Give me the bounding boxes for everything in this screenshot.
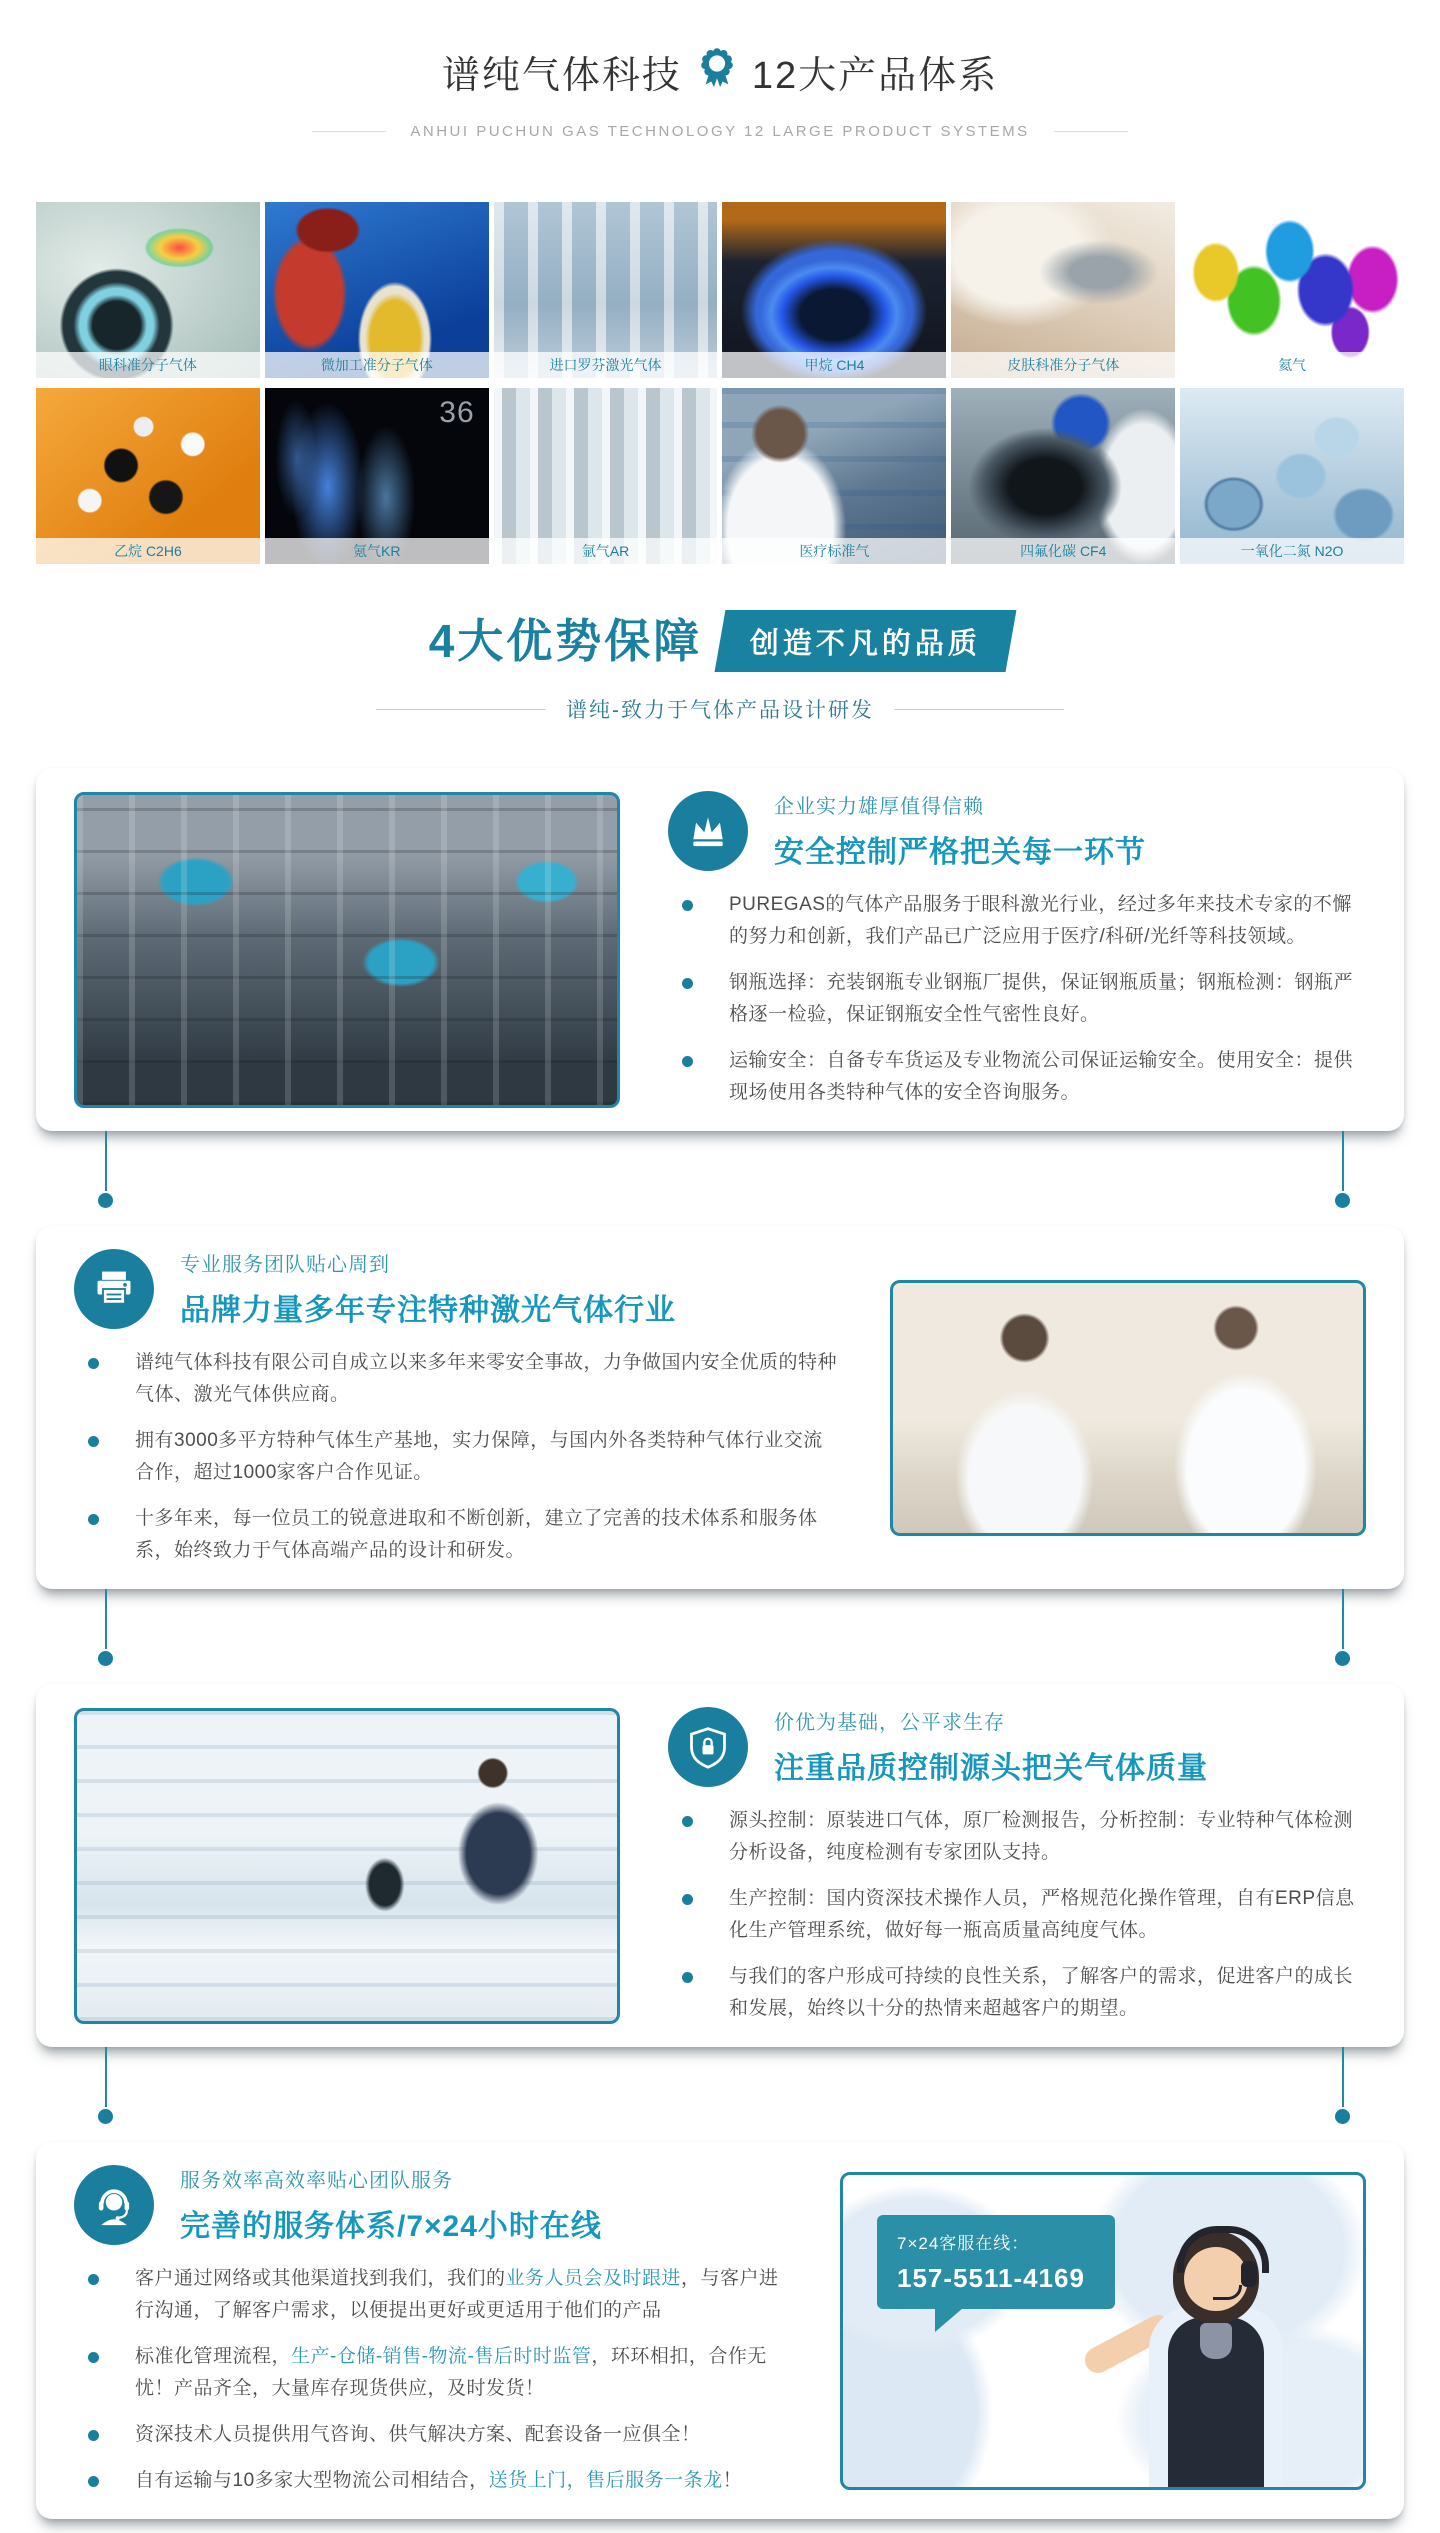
- tile-label: 氩气AR: [494, 538, 718, 564]
- product-tile-ethane[interactable]: [36, 388, 260, 564]
- bullet-dot: [88, 2274, 99, 2285]
- product-tile-micromachining-excimer[interactable]: [265, 202, 489, 378]
- bullet-dot: [682, 1972, 693, 1983]
- bullet-dot: [88, 2352, 99, 2363]
- product-tile-argon[interactable]: [494, 388, 718, 564]
- agent-tie: [1200, 2323, 1232, 2359]
- bullet-item: [682, 1805, 1366, 1869]
- bullet-text-part: 运输安全：自备专车货运及专业物流公司保证运输安全。使用安全：提供现场使用各类特种气体的安全咨询服务。: [729, 1050, 1354, 1103]
- tile-label: 医疗标准气: [722, 538, 946, 564]
- headset-icon: [74, 2165, 154, 2245]
- bullet-text-part: 与我们的客户形成可持续的良性关系，了解客户的需求，促进客户的成长和发展，始终以十分的热情来超越客户的期望。: [729, 1966, 1354, 2019]
- card-big-title: 注重品质控制源头把关气体质量: [774, 1752, 1208, 1785]
- bullet-item: [88, 1425, 842, 1489]
- bullet-list: [668, 889, 1366, 1109]
- card-photo-customer-service: [840, 2172, 1366, 2490]
- tile-label: 一氧化二氮 N2O: [1180, 538, 1404, 564]
- connector-line: [1342, 2047, 1344, 2107]
- bullet-text: [729, 1961, 1366, 2025]
- advantage-card-quality: [36, 1684, 1404, 2047]
- bullet-text: [729, 1805, 1366, 1869]
- bullet-dot: [682, 1816, 693, 1827]
- card-small-title: 企业实力雄厚值得信赖: [774, 796, 984, 818]
- bullet-dot: [88, 1514, 99, 1525]
- bullet-text: [135, 1347, 842, 1411]
- card-connector: [36, 1131, 1404, 1226]
- bullet-text-part: 十多年来，每一位员工的锐意进取和不断创新，建立了完善的技术体系和服务体系，始终致力于气体高端产品的设计和研发。: [135, 1508, 818, 1561]
- bullet-dot: [682, 978, 693, 989]
- connector-right: [1335, 1589, 1350, 1666]
- bullet-text-part: 钢瓶选择：充装钢瓶专业钢瓶厂提供，保证钢瓶质量；钢瓶检测：钢瓶严格逐一检验，保证钢瓶安全性气密性良好。: [729, 972, 1354, 1025]
- card-head: [74, 1248, 842, 1329]
- card-photo-lab-scientists: [890, 1280, 1366, 1536]
- inline-link[interactable]: 送货上门，售后服务一条龙: [488, 2470, 723, 2491]
- bullet-text: [135, 2465, 742, 2497]
- bullet-text-part: 标准化管理流程，: [135, 2346, 292, 2367]
- bullet-text: [135, 2263, 792, 2327]
- bullet-item: [88, 1347, 842, 1411]
- connector-dot: [98, 2109, 113, 2124]
- tile-label: 氪气KR: [265, 538, 489, 564]
- connector-dot: [1335, 1193, 1350, 1208]
- bubble-phone-number: 157-5511-4169: [897, 2262, 1085, 2293]
- card-content: [668, 790, 1366, 1109]
- card-titles: [774, 790, 1146, 871]
- service-bubble: [877, 2215, 1115, 2309]
- bullet-text-part: 自有运输与10多家大型物流公司相结合，: [135, 2470, 489, 2491]
- bullet-text: [135, 2341, 792, 2405]
- tile-photo-text: 36: [439, 396, 475, 429]
- tagline-right-rule: [894, 709, 1064, 710]
- page-title-right: 12大产品体系: [751, 55, 999, 97]
- card-big-title: 完善的服务体系/7×24小时在线: [180, 2210, 602, 2243]
- bullet-list: [668, 1805, 1366, 2025]
- product-tile-cf4[interactable]: [951, 388, 1175, 564]
- bullet-text-part: ，环环相扣，合作无忧！产品齐全，大量库存现货供应，及时发货！: [135, 2346, 767, 2399]
- product-tile-rofin-laser-gas[interactable]: [494, 202, 718, 378]
- connector-right: [1335, 1131, 1350, 1208]
- bullet-text: [135, 1503, 842, 1567]
- bullet-text-part: 源头控制：原装进口气体，原厂检测报告，分析控制：专业特种气体检测分析设备，纯度检测有专家团队支持。: [729, 1810, 1354, 1863]
- advantage-card-team: [36, 1226, 1404, 1589]
- bullet-text: [135, 2419, 701, 2451]
- card-content: [74, 1248, 842, 1567]
- tile-label: 氦气: [1180, 352, 1404, 378]
- page-header: [0, 0, 1440, 140]
- bullet-text: [729, 967, 1366, 1031]
- card-head: [668, 790, 1366, 871]
- subtitle-text: ANHUI PUCHUN GAS TECHNOLOGY 12 LARGE PRODUCT SYSTEMS: [410, 123, 1030, 140]
- connector-line: [1342, 1131, 1344, 1191]
- tile-label: 四氟化碳 CF4: [951, 538, 1175, 564]
- tile-label: 眼科准分子气体: [36, 352, 260, 378]
- bullet-text-part: ，与客户进行沟通，了解客户需求，以便提出更好或更适用于他们的产品: [135, 2268, 779, 2321]
- connector-dot: [98, 1193, 113, 1208]
- card-small-title: 价优为基础，公平求生存: [774, 1712, 1005, 1734]
- page-title: [0, 44, 1440, 99]
- bullet-dot: [88, 2430, 99, 2441]
- crown-icon: [668, 791, 748, 871]
- bullet-item: [682, 1883, 1366, 1947]
- bubble-title: 7×24客服在线：: [897, 2233, 1030, 2253]
- product-tile-dermatology-excimer[interactable]: [951, 202, 1175, 378]
- connector-dot: [1335, 1651, 1350, 1666]
- card-connector: [36, 2047, 1404, 2142]
- connector-dot: [1335, 2109, 1350, 2124]
- card-connector: [36, 1589, 1404, 1684]
- product-tile-krypton[interactable]: [265, 388, 489, 564]
- card-photo-valve-equipment: [74, 792, 620, 1108]
- product-grid: [36, 202, 1404, 564]
- connector-left: [98, 1589, 113, 1666]
- tagline-text: 谱纯-致力于气体产品设计研发: [566, 699, 874, 722]
- bullet-text: [729, 1883, 1366, 1947]
- connector-dot: [98, 1651, 113, 1666]
- connector-line: [105, 2047, 107, 2107]
- section-heading: [0, 610, 1440, 724]
- bullet-dot: [682, 1894, 693, 1905]
- card-content: [668, 1706, 1366, 2025]
- bullet-dot: [88, 1358, 99, 1369]
- connector-line: [105, 1131, 107, 1191]
- bullet-item: [88, 1503, 842, 1567]
- service-agent-illustration: [1121, 2231, 1311, 2487]
- section-title: 4大优势保障: [428, 615, 703, 667]
- inline-link[interactable]: 生产-仓储-销售-物流-售后时时监管: [291, 2346, 592, 2367]
- bullet-text-part: 生产控制：国内资深技术操作人员，严格规范化操作管理，自有ERP信息化生产管理系统，做好每一瓶高质量高纯度气体。: [729, 1888, 1355, 1941]
- agent-headset-earcup: [1241, 2261, 1257, 2287]
- bullet-item: [682, 1961, 1366, 2025]
- card-head: [74, 2164, 792, 2245]
- card-titles: [180, 1248, 676, 1329]
- card-big-title: 品牌力量多年专注特种激光气体行业: [180, 1294, 676, 1327]
- award-badge-icon: [696, 46, 738, 98]
- tile-label: 乙烷 C2H6: [36, 538, 260, 564]
- section-badge-label: 创造不凡的品质: [750, 627, 982, 660]
- bullet-text: [135, 1425, 842, 1489]
- connector-line: [1342, 1589, 1344, 1649]
- bullet-text-part: 资深技术人员提供用气咨询、供气解决方案、配套设备一应俱全！: [135, 2424, 701, 2445]
- bullet-dot: [682, 900, 693, 911]
- bullet-list: [74, 1347, 842, 1567]
- product-tile-methane[interactable]: [722, 202, 946, 378]
- advantage-cards: [36, 768, 1404, 2519]
- bullet-text: [729, 889, 1366, 953]
- card-titles: [180, 2164, 602, 2245]
- card-big-title: 安全控制严格把关每一环节: [774, 836, 1146, 869]
- connector-line: [105, 1589, 107, 1649]
- card-titles: [774, 1706, 1208, 1787]
- section-badge-box: [715, 610, 1017, 672]
- subtitle-left-rule: [312, 131, 386, 132]
- product-tile-n2o[interactable]: [1180, 388, 1404, 564]
- bullet-item: [88, 2419, 792, 2451]
- tile-label: 进口罗芬激光气体: [494, 352, 718, 378]
- bullet-dot: [88, 2476, 99, 2487]
- bullet-dot: [682, 1056, 693, 1067]
- bullet-text-part: ！: [722, 2470, 743, 2491]
- page-subtitle: [0, 123, 1440, 140]
- product-tile-helium[interactable]: [1180, 202, 1404, 378]
- bullet-item: [88, 2341, 792, 2405]
- section-tagline: [0, 694, 1440, 724]
- card-head: [668, 1706, 1366, 1787]
- bullet-text: [729, 1045, 1366, 1109]
- bullet-list: [74, 2263, 792, 2497]
- card-photo-lab-bench: [74, 1708, 620, 2024]
- bullet-item: [682, 1045, 1366, 1109]
- bullet-item: [88, 2263, 792, 2327]
- connector-left: [98, 1131, 113, 1208]
- printer-icon: [74, 1249, 154, 1329]
- advantage-card-service: [36, 2142, 1404, 2519]
- bullet-text-part: 客户通过网络或其他渠道找到我们，我们的: [135, 2268, 506, 2289]
- card-content: [74, 2164, 792, 2497]
- shield-lock-icon: [668, 1707, 748, 1787]
- card-small-title: 专业服务团队贴心周到: [180, 1254, 390, 1276]
- bullet-item: [682, 889, 1366, 953]
- bullet-item: [682, 967, 1366, 1031]
- bullet-text-part: 拥有3000多平方特种气体生产基地，实力保障，与国内外各类特种气体行业交流合作，超过1000家客户合作见证。: [135, 1430, 823, 1483]
- card-small-title: 服务效率高效率贴心团队服务: [180, 2170, 453, 2192]
- product-tile-medical-standard-gas[interactable]: [722, 388, 946, 564]
- subtitle-right-rule: [1054, 131, 1128, 132]
- bullet-text-part: 谱纯气体科技有限公司自成立以来多年来零安全事故，力争做国内安全优质的特种气体、激光气体供应商。: [135, 1352, 838, 1405]
- connector-right: [1335, 2047, 1350, 2124]
- tile-label: 甲烷 CH4: [722, 352, 946, 378]
- inline-link[interactable]: 业务人员会及时跟进: [505, 2268, 682, 2289]
- product-tile-ophthalmic-excimer[interactable]: [36, 202, 260, 378]
- page-title-left: 谱纯气体科技: [441, 55, 682, 97]
- tile-label: 皮肤科准分子气体: [951, 352, 1175, 378]
- tagline-left-rule: [376, 709, 546, 710]
- advantage-card-strength: [36, 768, 1404, 1131]
- connector-left: [98, 2047, 113, 2124]
- tile-label: 微加工准分子气体: [265, 352, 489, 378]
- bullet-text-part: PUREGAS的气体产品服务于眼科激光行业，经过多年来技术专家的不懈的努力和创新，我们产品已广泛应用于医疗/科研/光纤等科技领域。: [729, 894, 1352, 947]
- bullet-item: [88, 2465, 792, 2497]
- bullet-dot: [88, 1436, 99, 1447]
